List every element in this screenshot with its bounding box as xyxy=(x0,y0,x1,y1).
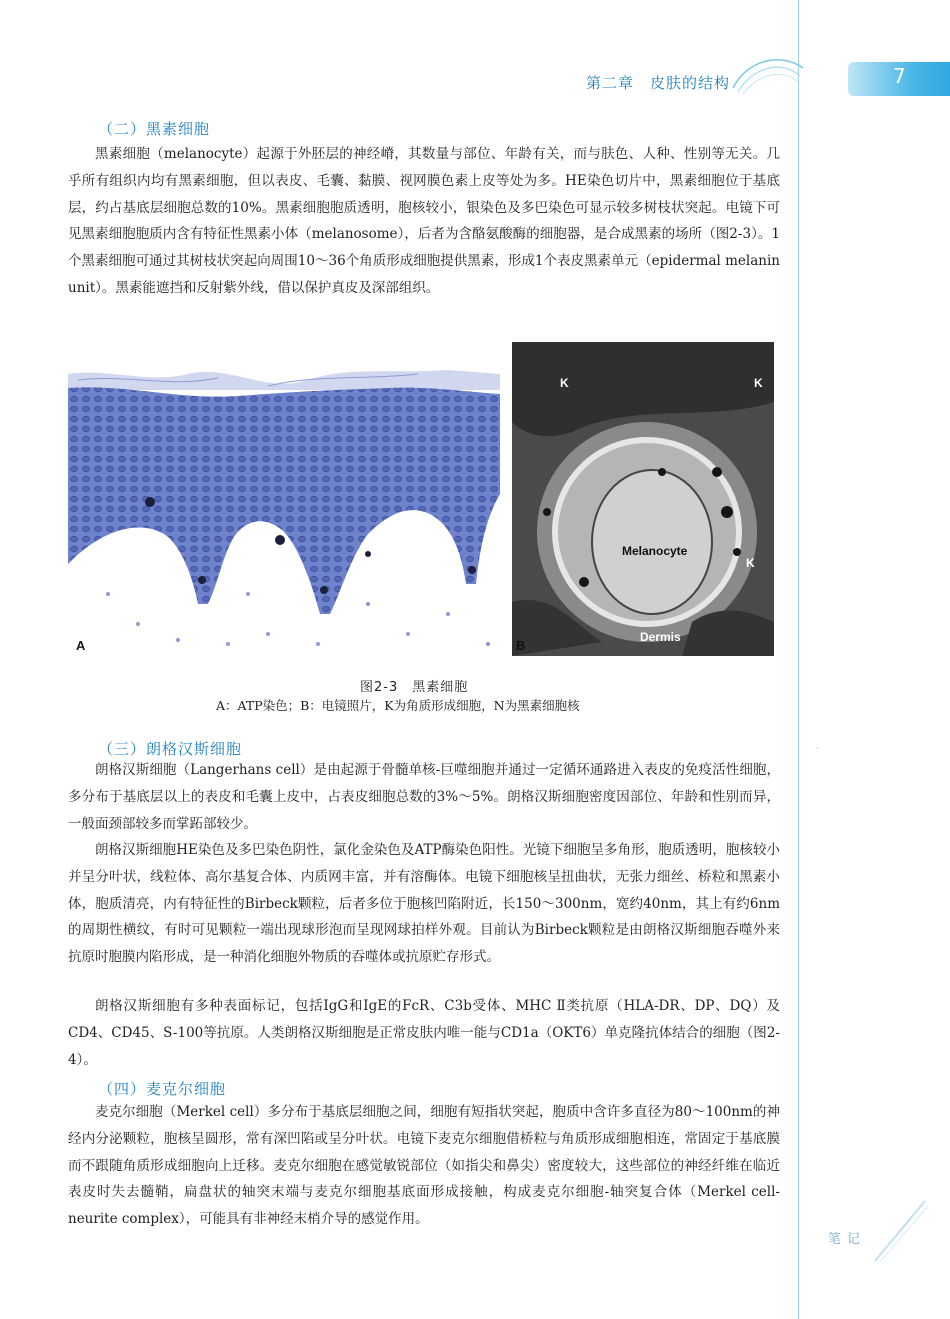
figure-panel-letter-b: B xyxy=(516,638,526,653)
chapter-title: 第二章 皮肤的结构 xyxy=(586,74,731,92)
stained-epidermis-image xyxy=(68,344,500,656)
paragraph-langerhans-1: 朗格汉斯细胞（Langerhans cell）是由起源于骨髓单核-巨噬细胞并通过一定循环通路进入表皮的免疫活性细胞，多分布于基底层以上的表皮和毛囊上皮中，占表皮细胞总数的3%～5%。朗格汉斯细胞密度因部位、年龄和性别而异，一般面颈部较多而掌跖部较少。 xyxy=(68,762,780,832)
figure-label-k: K xyxy=(560,376,569,390)
margin-mark: · xyxy=(816,744,820,755)
pen-stroke-icon xyxy=(870,1196,930,1266)
figure-a-atp-stain xyxy=(68,344,500,656)
figure-b-electron-micrograph xyxy=(512,342,774,656)
electron-micrograph-image xyxy=(512,342,774,656)
page-number: 7 xyxy=(893,64,906,88)
notes-label: 笔记 xyxy=(828,1232,867,1247)
paragraph-merkel: 麦克尔细胞（Merkel cell）多分布于基底层细胞之间，细胞有短指状突起，胞质中含许多直径为80～100nm的神经内分泌颗粒，胞核呈圆形，常有深凹陷或呈分叶状。电镜下麦克尔细胞借桥粒与角质形成细胞相连，常固定于基底膜而不跟随角质形成细胞向上迁移。麦克尔细胞在感觉敏锐部位（如指尖和鼻尖）密度较大，这些部位的神经纤维在临近表皮时失去髓鞘，扁盘状的轴突末端与麦克尔细胞基底面形成接触，构成麦克尔细胞-轴突复合体（Merkel cell-neurite complex），可能具有非神经末梢介导的感觉作用。 xyxy=(68,1104,780,1228)
figure-label-dermis: Dermis xyxy=(640,630,681,644)
swoosh-ornament-icon xyxy=(728,48,808,98)
figure-caption-title: 图2-3 黑素细胞 xyxy=(360,680,469,695)
heading-merkel: （四）麦克尔细胞 xyxy=(98,1080,227,1098)
paragraph-langerhans-2: 朗格汉斯细胞HE染色及多巴染色阴性，氯化金染色及ATP酶染色阳性。光镜下细胞呈多角形，胞质透明，胞核较小并呈分叶状，线粒体、高尔基复合体、内质网丰富，并有溶酶体。电镜下细胞核呈扭曲状，无张力细丝、桥粒和黑素小体，胞质清亮，内有特征性的Birbeck颗粒，后者多位于胞核凹陷附近，长150～300nm，宽约40nm，其上有约6nm的周期性横纹，有时可见颗粒一端出现球形泡而呈现网球拍样外观。目前认为Birbeck颗粒是由朗格汉斯细胞吞噬外来抗原时胞膜内陷形成，是一种消化细胞外物质的吞噬体或抗原贮存形式。 xyxy=(68,842,780,966)
figure-label-k: K xyxy=(746,556,755,570)
heading-melanocyte: （二）黑素细胞 xyxy=(98,120,211,138)
figure-panel-letter-a: A xyxy=(76,638,86,653)
paragraph-langerhans-3: 朗格汉斯细胞有多种表面标记，包括IgG和IgE的FcR、C3b受体、MHC Ⅱ类抗原（HLA-DR、DP、DQ）及CD4、CD45、S-100等抗原。人类朗格汉斯细胞是正常皮肤内唯一能与CD1a（OKT6）单克隆抗体结合的细胞（图2-4）。 xyxy=(68,998,780,1068)
figure-label-k: K xyxy=(754,376,763,390)
figure-caption-text: A：ATP染色；B：电镜照片，K为角质形成细胞，N为黑素细胞核 xyxy=(216,698,580,713)
heading-langerhans: （三）朗格汉斯细胞 xyxy=(98,740,243,758)
figure-label-melanocyte: Melanocyte xyxy=(622,544,688,558)
paragraph-melanocyte: 黑素细胞（melanocyte）起源于外胚层的神经嵴，其数量与部位、年龄有关，而与肤色、人种、性别等无关。几乎所有组织内均有黑素细胞，但以表皮、毛囊、黏膜、视网膜色素上皮等处为多。HE染色切片中，黑素细胞位于基底层，约占基底层细胞总数的10%。黑素细胞胞质透明，胞核较小，银染色及多巴染色可显示较多树枝状突起。电镜下可见黑素细胞胞质内含有特征性黑素小体（melanosome），后者为含酪氨酸酶的细胞器，是合成黑素的场所（图2-3）。1个黑素细胞可通过其树枝状突起向周围10～36个角质形成细胞提供黑素，形成1个表皮黑素单元（epidermal melanin unit）。黑素能遮挡和反射紫外线，借以保护真皮及深部组织。 xyxy=(68,146,780,296)
margin-rule xyxy=(798,0,799,1319)
